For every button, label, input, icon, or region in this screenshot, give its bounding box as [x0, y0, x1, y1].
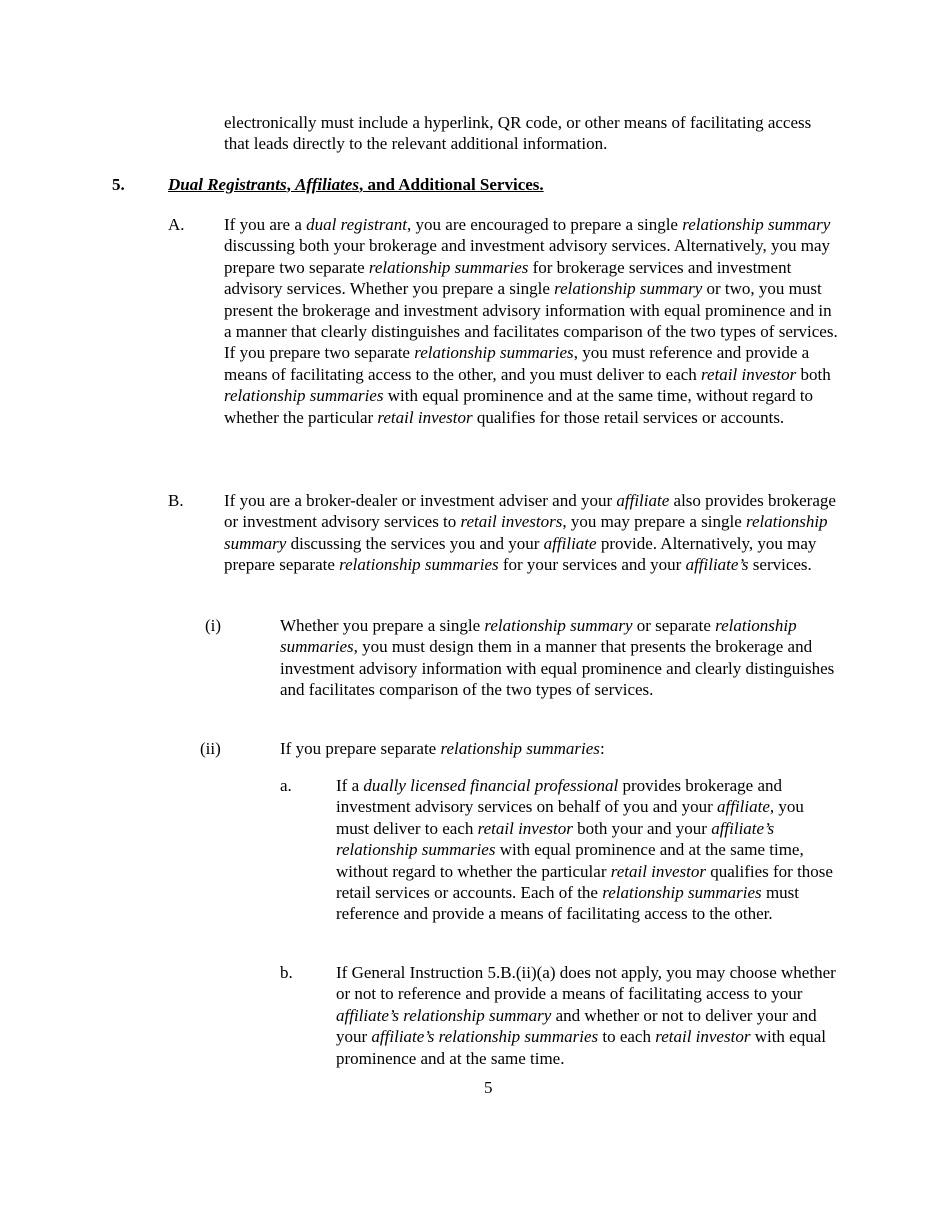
- item-marker-b: B.: [168, 491, 184, 510]
- italic-term: affiliate’s relationship summaries: [371, 1027, 599, 1047]
- text-run: qualifies for those retail services or accounts. Each of the: [336, 861, 833, 903]
- text-run: qualifies for those retail services or accounts.: [472, 407, 785, 427]
- italic-term: relationship summaries: [280, 616, 797, 657]
- italic-term: affiliate: [616, 491, 670, 510]
- text-run: :: [599, 739, 605, 758]
- text-run: If you prepare separate: [280, 739, 441, 758]
- italic-term: relationship summaries: [224, 386, 384, 406]
- intro-paragraph: [224, 112, 840, 155]
- italic-term: relationship summary: [682, 215, 831, 234]
- text-run: ,: [286, 175, 296, 194]
- italic-term: affiliate: [543, 533, 597, 553]
- text-run: for your services and your: [498, 555, 686, 575]
- text-run: or two, you must present the brokerage and investment advisory information with equal prominence and in a manner that clearly distinguishes and facilitates comparison of the two types of services. If you prepare two separate: [224, 279, 838, 363]
- text-run: If you are a: [224, 215, 307, 234]
- page-number: 5: [484, 1078, 493, 1097]
- item-b-i-paragraph: [280, 615, 840, 701]
- italic-term: relationship summaries: [440, 739, 600, 758]
- text-run: If a: [336, 776, 364, 795]
- text-run: or separate: [632, 616, 716, 635]
- text-run: provides brokerage and investment advisory services on behalf of you and your: [336, 776, 782, 817]
- italic-term: affiliate’s: [685, 555, 749, 575]
- item-marker-a: A.: [168, 215, 185, 234]
- italic-term: retail investor: [610, 861, 706, 881]
- italic-term: retail investor: [701, 364, 797, 384]
- italic-term: retail investor: [655, 1027, 751, 1047]
- text-run: , you must reference and provide a means of facilitating access to the other, and you must deliver to each: [224, 343, 810, 384]
- item-marker-b-ii-b: b.: [280, 963, 293, 982]
- text-run: , you may prepare a single: [562, 512, 747, 532]
- text-run: discussing the services you and your: [286, 533, 544, 553]
- text-run: electronically must include a hyperlink, QR code, or other means of facilitating access that leads directly to the relevant additional information.: [224, 113, 812, 154]
- italic-term: relationship summaries: [414, 343, 574, 363]
- italic-term: dually licensed financial professional: [363, 776, 619, 795]
- text-run: If General Instruction 5.B.(ii)(a) does not apply, you may choose whether or not to reference and provide a means of facilitating access to your: [336, 963, 836, 1004]
- italic-term: dual registrant: [306, 215, 408, 234]
- text-run: also provides brokerage or investment advisory services to: [224, 491, 836, 532]
- text-run: both your and your: [572, 818, 712, 838]
- italic-term: Affiliates: [295, 175, 359, 194]
- text-run: , you are encouraged to prepare a single: [407, 215, 683, 234]
- text-run: , you must deliver to each: [336, 797, 804, 838]
- item-b-ii-paragraph: [280, 738, 840, 759]
- italic-term: retail investor: [377, 407, 473, 427]
- italic-term: affiliate: [717, 797, 770, 817]
- italic-term: relationship summaries: [602, 883, 762, 903]
- item-marker-b-ii-a: a.: [280, 776, 292, 795]
- text-run: to each: [598, 1027, 656, 1047]
- italic-term: retail investors: [460, 512, 563, 532]
- item-marker-b-i: (i): [205, 616, 222, 635]
- italic-term: Dual Registrants: [168, 175, 287, 194]
- italic-term: relationship summaries: [339, 555, 499, 575]
- item-b-ii-b-paragraph: [336, 962, 838, 1069]
- italic-term: relationship summary: [554, 279, 703, 299]
- text-run: , you must design them in a manner that presents the brokerage and investment advisory information with equal prominence and clearly distinguishes and facilitates comparison of the two types of services.: [280, 637, 835, 700]
- text-run: If you are a broker-dealer or investment adviser and your: [224, 491, 617, 510]
- text-run: both: [796, 364, 831, 384]
- italic-term: retail investor: [477, 818, 573, 838]
- item-marker-b-ii: (ii): [200, 739, 221, 758]
- section-title: [168, 174, 768, 195]
- text-run: Whether you prepare a single: [280, 616, 485, 635]
- italic-term: affiliate’s relationship summaries: [336, 818, 775, 860]
- text-run: , and Additional Services.: [358, 175, 544, 194]
- item-a-paragraph: [224, 214, 840, 428]
- section-number: 5.: [112, 175, 125, 194]
- text-run: with equal prominence and at the same time, without regard to whether the particular: [336, 840, 804, 881]
- text-run: must reference and provide a means of facilitating access to the other.: [336, 883, 799, 924]
- italic-term: affiliate’s relationship summary: [336, 1005, 552, 1025]
- text-run: provide. Alternatively, you may prepare separate: [224, 533, 817, 575]
- italic-term: relationship summaries: [368, 257, 529, 277]
- italic-term: relationship summary: [224, 512, 828, 553]
- item-b-paragraph: [224, 490, 840, 576]
- text-run: services.: [748, 555, 812, 575]
- italic-term: relationship summary: [484, 616, 633, 635]
- text-run: with equal prominence and at the same time, without regard to whether the particular: [224, 386, 814, 427]
- item-b-ii-a-paragraph: [336, 775, 838, 925]
- text-run: discussing both your brokerage and investment advisory services. Alternatively, you may prepare two separate: [224, 236, 831, 277]
- text-run: with equal prominence and at the same time.: [336, 1027, 826, 1068]
- text-run: and whether or not to deliver your and your: [336, 1005, 817, 1047]
- text-run: for brokerage services and investment advisory services. Whether you prepare a single: [224, 257, 792, 299]
